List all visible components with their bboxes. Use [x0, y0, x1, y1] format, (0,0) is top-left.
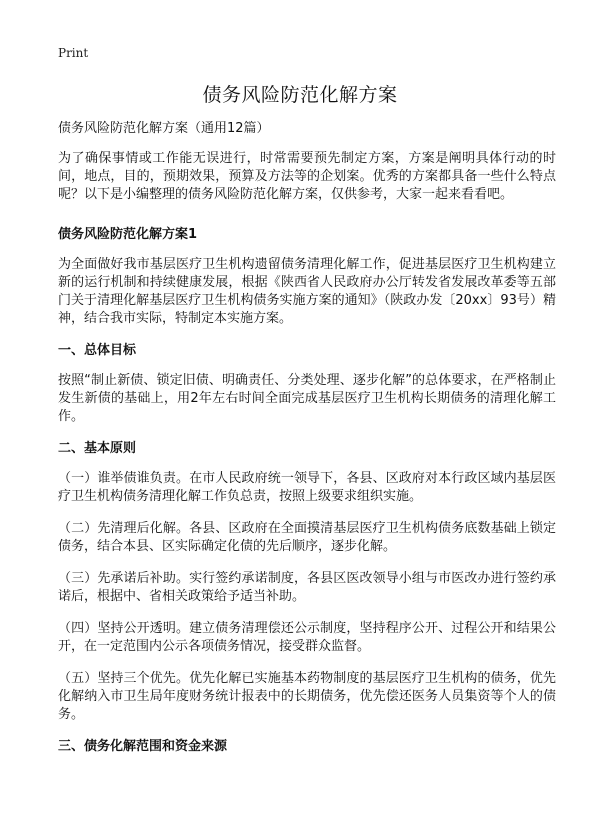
- document-title: 债务风险防范化解方案: [202, 84, 398, 106]
- principle-paragraph: （四）坚持公开透明。建立债务清理偿还公示制度，坚持程序公开、过程公开和结果公开，在一定范围内公示各项债务情况，接受群众监督。: [58, 621, 556, 654]
- document-body: [58, 119, 556, 768]
- principle-paragraph: （二）先清理后化解。各县、区政府在全面摸清基层医疗卫生机构债务底数基础上锁定债务，结合本县、区实际确定化债的先后顺序，逐步化解。: [58, 521, 556, 554]
- intro-paragraph: 为了确保事情或工作能无误进行，时常需要预先制定方案，方案是阐明具体行动的时间，地点，目的，预期效果，预算及方法等的企划案。优秀的方案都具备一些什么特点呢？以下是小编整理的债务风险防范化解方案，仅供参考，大家一起来看看吧。: [58, 151, 556, 202]
- heading-overall-goal: 一、总体目标: [58, 343, 137, 358]
- principle-paragraph: （三）先承诺后补助。实行签约承诺制度，各县区医改领导小组与市医改办进行签约承诺后，根据中、省相关政策给予适当补助。: [58, 571, 556, 604]
- section-intro-paragraph: 为全面做好我市基层医疗卫生机构遗留债务清理化解工作，促进基层医疗卫生机构建立新的运行机制和持续健康发展，根据《陕西省人民政府办公厅转发省发展改革委等五部门关于清理化解基层医疗卫生机构债务实施方案的通知》（陕政办发〔20xx〕93号）精神，结合我市实际，特制定本实施方案。: [58, 257, 556, 326]
- overall-goal-paragraph: 按照“制止新债、锁定旧债、明确责任、分类处理、逐步化解”的总体要求，在严格制止发生新债的基础上，用2年左右时间全面完成基层医疗卫生机构长期债务的清理化解工作。: [58, 373, 556, 424]
- heading-debt-scope: 三、债务化解范围和资金来源: [58, 739, 228, 754]
- principle-paragraph: （一）谁举债谁负责。在市人民政府统一领导下，各县、区政府对本行政区域内基层医疗卫生机构债务清理化解工作负总责，按照上级要求组织实施。: [58, 471, 556, 504]
- section-title: 债务风险防范化解方案1: [58, 227, 198, 242]
- document-subtitle: 债务风险防范化解方案（通用12篇）: [58, 121, 270, 136]
- print-label: Print: [58, 46, 89, 60]
- heading-basic-principles: 二、基本原则: [58, 441, 137, 456]
- principle-paragraph: （五）坚持三个优先。优先化解已实施基本药物制度的基层医疗卫生机构的债务，优先化解纳入市卫生局年度财务统计报表中的长期债务，优先偿还医务人员集资等个人的债务。: [58, 671, 556, 722]
